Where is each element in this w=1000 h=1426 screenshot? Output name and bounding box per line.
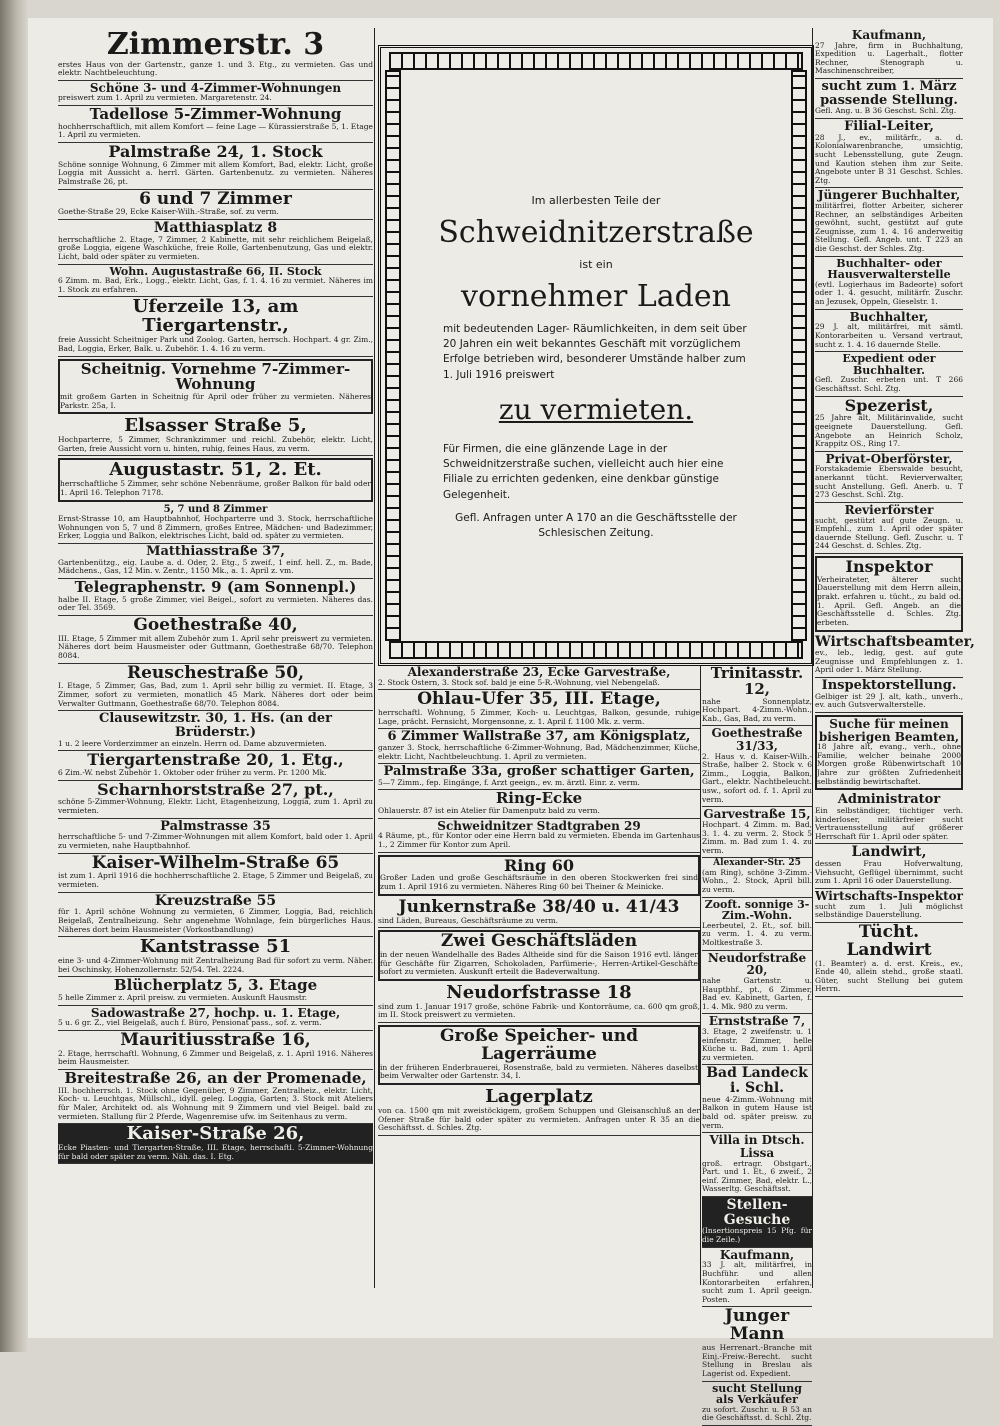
ad-headline: Inspektor bbox=[845, 557, 933, 576]
ad-headline: Kaiser-Straße 26, bbox=[126, 1123, 305, 1145]
ad-headline: Stellen-Gesuche bbox=[723, 1197, 791, 1228]
classified-ad bbox=[58, 977, 373, 1005]
classified-ad bbox=[58, 937, 373, 977]
ad-headline: Alexander-Str. 25 bbox=[713, 858, 801, 869]
classified-ad bbox=[815, 792, 963, 844]
ad-headline: Neudorfstraße 20, bbox=[707, 950, 807, 978]
ad-text: I. Etage, 5 Zimmer, Gas, Bad, zum 1. April sehr billig zu vermiet. II. Etage, 3 Zimmer, sofort zu vermieten, monatlich 45 Mark. Näheres dort oder beim Verwalter Guttmann, Goethestraße 68/70. Telephon 8084. bbox=[58, 681, 373, 708]
classified-ad bbox=[702, 951, 812, 1015]
ad-headline: Ohlau-Ufer 35, III. Etage, bbox=[417, 689, 661, 710]
classified-ad bbox=[58, 1124, 373, 1164]
ad-text: Hochpart. 4 Zimm. m. Bad, 3. 1. 4. zu verm. 2. Stock 5 Zimm. m. Bad zum 1. 4. zu verm. bbox=[702, 819, 812, 855]
ad-headline: Tadellose 5-Zimmer-Wohnung bbox=[89, 104, 342, 123]
ad-headline: Wirtschaftsbeamter, bbox=[815, 633, 975, 650]
ad-text: mit großem Garten in Scheitnig für April oder früher zu vermieten. Näheres Parkstr. 25a, I. bbox=[60, 392, 371, 410]
classified-ad bbox=[58, 751, 373, 780]
ad-headline: Privat-Oberförster, bbox=[825, 451, 953, 466]
ad-text: Forstakademie Eberswalde besucht, anerkannt tücht. Revierverwalter, sucht Anstellung. Gefl. Anerb. u. T 273 Geschst. Schl. Ztg. bbox=[815, 464, 963, 500]
ad-text: Gefl. Zuschr. erbeten unt. T 266 Geschäftsst. Schl. Ztg. bbox=[815, 375, 963, 393]
ornament-right bbox=[791, 70, 807, 641]
classified-ad bbox=[378, 819, 700, 853]
classified-ad bbox=[702, 1197, 812, 1248]
ad-headline: Kaufmann, bbox=[719, 1247, 795, 1262]
classified-ad bbox=[58, 190, 373, 220]
ad-headline: Goethestraße 40, bbox=[133, 614, 298, 635]
classified-ad bbox=[378, 729, 700, 764]
classified-ad bbox=[58, 504, 373, 544]
ad-headline: Zooft. sonnige 3-Zim.-Wohn. bbox=[704, 897, 810, 923]
ad-text: eine 3- und 4-Zimmer-Wohnung mit Zentralheizung Bad für sofort zu verm. Näher. bei Oschinsky, Hohenzollernstr. 52/54. Tel. 2224. bbox=[58, 956, 373, 974]
ad-text: Schöne sonnige Wohnung, 6 Zimmer mit allem Komfort, Bad, elektr. Licht, große Loggia mit Aussicht a. herrl. Gärten. Gartenbenutz. zu vermieten. Näheres Palmstraße 26, pt. bbox=[58, 159, 373, 187]
ad-text: Verheirateter, älterer sucht Dauerstellung mit dem Herrn allein, prakt. erfahren u. tücht., zu bald od. 1. April. Gefl. Angeb. an die Geschäftsstelle d. Schles. Ztg. erbeten. bbox=[817, 574, 961, 627]
ad-text: sucht zum 1. Juli möglichst selbständige Dauerstellung. bbox=[815, 901, 963, 920]
ad-text: herrschaftliche 5- und 7-Zimmer-Wohnungen mit allem Komfort, bald oder 1. April zu vermieten, nahe Hauptbahnhof. bbox=[58, 832, 373, 850]
classified-ad bbox=[815, 715, 963, 790]
classified-ad bbox=[702, 1014, 812, 1065]
classified-ad bbox=[815, 923, 963, 997]
column-rule bbox=[374, 28, 375, 1288]
ad-headline: Matthiasplatz 8 bbox=[153, 220, 278, 237]
classified-ad bbox=[58, 458, 373, 501]
ad-text: sind Läden, Bureaus, Geschäftsräume zu verm. bbox=[378, 915, 558, 925]
classified-ad bbox=[815, 119, 963, 188]
ad-headline: Palmstraße 24, 1. Stock bbox=[108, 141, 323, 161]
featured-ist: ist ein bbox=[579, 258, 613, 271]
classified-ad bbox=[58, 416, 373, 456]
featured-ad-content bbox=[411, 188, 781, 549]
classified-ad bbox=[815, 452, 963, 503]
ad-text: Gefl. Ang. u. B 36 Geschst. Schl. Ztg. bbox=[815, 106, 957, 116]
ad-text: erstes Haus von der Gartenstr., ganze 1. und 3. Etg., zu vermieten. Gas und elektr. Nachtbeleuchtung. bbox=[58, 59, 373, 78]
classified-ad bbox=[58, 297, 373, 356]
column-commercial bbox=[378, 665, 700, 1285]
classified-ad bbox=[815, 310, 963, 352]
column-rule bbox=[700, 665, 701, 1285]
ad-text: 25 Jahre alt, Militärinvalide, sucht geeignete Dauerstellung. Gefl. Angebote an Heinrich Scholz, Krappitz OS., Ring 17. bbox=[815, 413, 963, 449]
classified-ad bbox=[702, 1382, 812, 1426]
ad-headline: Breitestraße 26, an der Promenade, bbox=[64, 1068, 367, 1087]
classified-ad bbox=[378, 690, 700, 729]
ad-headline: Palmstraße 33a, großer schattiger Garten, bbox=[383, 764, 695, 780]
classified-ad bbox=[58, 1070, 373, 1124]
ad-text: Hochparterre, 5 Zimmer, Schrankzimmer und reichl. Zubehör, elektr. Licht, Garten, freie Aussicht vorn u. hinten, ruhig, feines Haus, zu verm. bbox=[58, 435, 373, 453]
ad-text: herrschaftliche 5 Zimmer, sehr schöne Nebenräume, großer Balkon für bald oder 1. April 16. Telephon 7178. bbox=[60, 479, 371, 497]
ad-text: 33 J. alt, militärfrei, in Buchführ. und allen Kontorarbeiten erfahren, sucht zum 1. April geeign. Posten. bbox=[702, 1260, 812, 1304]
ad-headline: Lagerplatz bbox=[485, 1086, 593, 1107]
ad-text: ev., leb., ledig, gest. auf gute Zeugnisse und Empfehlungen z. 1. April oder 1. März Stellung. bbox=[815, 648, 963, 675]
ad-text: für 1. April schöne Wohnung zu vermieten, 6 Zimmer, Loggia, Bad, reichlich Beigelaß, Zentralheizung. Sehr angenehme Wohnlage, fein bürgerliches Haus. Näheres dort beim Hausmeister (Vorkostbandlung) bbox=[58, 907, 373, 934]
ad-headline: sucht zum 1. März passende Stellung. bbox=[820, 79, 958, 108]
ad-headline: Alexanderstraße 23, Ecke Garvestraße, bbox=[407, 665, 671, 679]
classified-ad bbox=[815, 397, 963, 452]
ad-headline: Garvestraße 15, bbox=[703, 807, 811, 822]
classified-ad bbox=[378, 930, 700, 981]
ad-headline: Kreuzstraße 55 bbox=[154, 892, 277, 909]
classified-ad bbox=[702, 807, 812, 858]
ad-headline: Sadowastraße 27, hochp. u. 1. Etage, bbox=[90, 1005, 341, 1020]
ad-headline: Buchhalter, bbox=[849, 309, 929, 324]
ad-text: 3. Etage, 2 zweifenstr. u. 1 einfenstr. Zimmer, helle Küche u. Bad, zum 1. April zu vermieten. bbox=[702, 1026, 812, 1062]
ad-text: ganzer 3. Stock, herrschaftliche 6-Zimmer-Wohnung, Bad, Mädchenzimmer, Küche, elektr. Licht, Nachtbeleuchtung. 1. April zu vermieten. bbox=[378, 742, 700, 761]
ad-headline: Zimmerstr. 3 bbox=[106, 27, 325, 62]
classified-ad bbox=[58, 106, 373, 143]
ad-text: (am Ring), schöne 3-Zimm.-Wohn., 2. Stock, April bill. zu verm. bbox=[702, 867, 812, 895]
classified-ad bbox=[815, 844, 963, 889]
ad-headline: Kantstrasse 51 bbox=[139, 936, 292, 958]
ad-headline: Schweidnitzer Stadtgraben 29 bbox=[437, 818, 641, 833]
featured-for-rent: zu vermieten. bbox=[498, 392, 694, 426]
featured-ad-frame bbox=[378, 45, 814, 666]
ad-text: (evtl. Logierhaus im Badeorte) sofort oder 1. 4. gesucht, militärfr. Zuschr. an Jezusek, Oppeln, Gieselstr. 1. bbox=[815, 279, 963, 307]
ad-headline: Palmstrasse 35 bbox=[160, 818, 271, 834]
ad-text: III. hochherrsch. 1. Stock ohne Gegenüber, 9 Zimmer, Zentralheiz., elektr. Licht, Koch- u. Leuchtgas, Müllschl., idyll. geleg. Loggia, Garten; 3. Stock mit Ateliers für Maler, Architekt od. als Wohnung mit 9 Zimmern und viel Beigel. bald zu vermieten. Stallung für 2 Pferde, Wagenremise ufw. im Seitenhaus zu verm. bbox=[58, 1085, 373, 1121]
ad-headline: Elsasser Straße 5, bbox=[124, 415, 307, 437]
ad-headline: Augustastr. 51, 2. Et. bbox=[109, 459, 322, 481]
classified-ad bbox=[58, 28, 373, 81]
classified-ad bbox=[815, 352, 963, 396]
ad-headline: Uferzeile 13, am Tiergartenstr., bbox=[132, 296, 299, 337]
column-rentals-left bbox=[58, 28, 373, 1268]
classified-ad bbox=[378, 855, 700, 896]
ad-headline: Matthiasstraße 37, bbox=[146, 543, 285, 559]
classified-ad bbox=[815, 28, 963, 79]
ad-text: Großer Laden und große Geschäftsräume in den oberen Stockwerken frei sind zum 1. April 1916 zu vermieten. Näheres Ring 60 bei Theiner & Meinicke. bbox=[380, 873, 698, 892]
ad-headline: sucht Stellung als Verkäufer bbox=[712, 1381, 802, 1407]
classified-ad bbox=[702, 858, 812, 897]
ad-text: militärfrei, flotter Arbeiter, sicherer Rechner, an selbständiges Arbeiten gewöhnt, sucht, gestützt auf gute Zeugnisse, zum 1. 4. 16 anderweitig Stellung. Gefl. Angeb. unt. T 223 an die Geschst. der Schles. Ztg. bbox=[815, 200, 963, 254]
ad-text: 18 Jahre alt, evang., verh., ohne Familie, welcher beinahe 2000 Morgen große Rübenwirtschaft 10 Jahre zur größten Zufriedenheit selbständig bewirtschaftet. bbox=[817, 742, 961, 786]
classified-ad bbox=[58, 1006, 373, 1031]
featured-offers: Gefl. Anfragen unter A 170 an die Geschäftsstelle der Schlesischen Zeitung. bbox=[455, 511, 737, 539]
ad-headline: Schöne 3- und 4-Zimmer-Wohnungen bbox=[89, 80, 342, 95]
classified-ad bbox=[815, 188, 963, 256]
classified-ad bbox=[378, 1025, 700, 1085]
classified-ad bbox=[378, 898, 700, 928]
ornament-top bbox=[389, 52, 803, 70]
ad-text: Ein selbständiger, tüchtiger verh. kinderloser, militärfreier sucht Vertrauensstellung auf größerer Herrschaft für 1. April oder später. bbox=[815, 805, 963, 841]
ad-text: schöne 5-Zimmer-Wohnung, Elektr. Licht, Etagenheizung, Loggia, zum 1. April zu vermieten. bbox=[58, 797, 373, 815]
ad-text: 27 Jahre, firm in Buchhaltung, Expedition u. Lagerhalt., flotter Rechner, Stenograph u. Maschinenschreiber, bbox=[815, 40, 963, 76]
classified-ad bbox=[378, 665, 700, 690]
ad-headline: 6 und 7 Zimmer bbox=[139, 188, 292, 209]
classified-ad bbox=[702, 1307, 812, 1381]
classified-ad bbox=[58, 579, 373, 616]
ad-text: Ernst-Strasse 10, am Hauptbahnhof, Hochparterre und 3. Stock, herrschaftliche Wohnungen von 5, 7 und 8 Zimmern, großes Entree, Mädchen- und Badezimmer, Erker, Loggia und Balkon, elektrisches Licht, bald od. später zu vermieten. bbox=[58, 514, 373, 541]
ad-text: 2. Etage, herrschaftl. Wohnung, 6 Zimmer und Beigelaß, z. 1. April 1916. Näheres beim Hausmeister. bbox=[58, 1048, 373, 1067]
classified-ad bbox=[702, 1065, 812, 1133]
classified-ad bbox=[58, 220, 373, 265]
ad-text: ist zum 1. April 1916 die hochherrschaftliche 2. Etage, 5 Zimmer und Beigelaß, zu vermieten. bbox=[58, 871, 373, 889]
ad-headline: Trinitasstr. 12, bbox=[710, 664, 804, 698]
ad-headline: Scheitnig. Vornehme 7-Zimmer-Wohnung bbox=[80, 359, 351, 394]
ad-headline: Telegraphenstr. 9 (am Sonnenpl.) bbox=[74, 577, 357, 596]
ad-text: 2. Stock Ostern, 3. Stock sof. bald je eine 5-R.-Wohnung, viel Nebengelaß. bbox=[378, 677, 660, 687]
column-job-wanted bbox=[815, 28, 975, 1308]
ad-text: herrschaftliche 2. Etage, 7 Zimmer, 2 Kabinette, mit sehr reichlichem Beigelaß, große Loggia, eigene Waschküche, freie Rolle, Gartenbenutzung, Gas und elektr. Licht, bald oder später zu vermieten. bbox=[58, 234, 373, 262]
column-rule bbox=[812, 28, 813, 1288]
ad-headline: Goethestraße 31/33, bbox=[711, 726, 803, 753]
ad-text: (Insertionspreis 15 Pfg. für die Zeile.) bbox=[702, 1226, 812, 1245]
ad-text: nahe Gartenstr. u. Hauptbhf., pt., 6 Zimmer, Bad ev. Kabinett, Garten, f. 1. 4. Mk. 980 zu verm. bbox=[702, 975, 812, 1011]
ad-text: 6 Zim.-W. nebst Zubehör 1. Oktober oder früher zu verm. Pr. 1200 Mk. bbox=[58, 767, 327, 777]
classified-ad bbox=[702, 1248, 812, 1308]
ad-text: sucht, gestützt auf gute Zeugn. u. Empfehl., zum 1. April oder später dauernde Stellung. Gefl. Zuschr. u. T 244 Geschst. d. Schles. Ztg. bbox=[815, 515, 963, 551]
classified-ad bbox=[58, 854, 373, 893]
ad-text: in der früheren Enderbrauerei, Rosenstraße, bald zu vermieten. Näheres daselbst beim Verwalter oder Gartenstr. 34, I. bbox=[380, 1062, 698, 1081]
ad-text: 5 helle Zimmer z. April preisw. zu vermieten. Auskunft Hausmstr. bbox=[58, 993, 308, 1003]
ad-headline: Junkernstraße 38/40 u. 41/43 bbox=[398, 896, 680, 917]
classified-ad bbox=[815, 257, 963, 310]
ornament-left bbox=[385, 70, 401, 641]
classified-ad bbox=[58, 819, 373, 854]
ad-text: Ecke Piasten- und Tiergarten-Straße, III. Etage, herrschaftl. 5-Zimmer-Wohnung für bald oder später zu verm. Näh. das. I. Etg. bbox=[58, 1143, 373, 1161]
ad-headline: Kaufmann, bbox=[851, 28, 927, 42]
classified-ad bbox=[58, 1031, 373, 1070]
featured-intro: Im allerbesten Teile der bbox=[531, 194, 661, 207]
ad-headline: Kaiser-Wilhelm-Straße 65 bbox=[91, 852, 340, 873]
ad-headline: Ring 60 bbox=[503, 855, 575, 875]
ad-headline: Tücht. Landwirt bbox=[846, 921, 932, 960]
ad-headline: Administrator bbox=[837, 792, 941, 808]
ad-text: aus Herrenart.-Branche mit Einj.-Freiw.-Berecht. sucht Stellung in Breslau als Lagerist od. Expedient. bbox=[702, 1343, 812, 1378]
classified-ad bbox=[58, 359, 373, 415]
classified-ad bbox=[378, 1087, 700, 1136]
ad-text: sind zum 1. Januar 1917 große, schöne Fabrik- und Kontorräume, ca. 600 qm groß, im II. Stock preiswert zu vermieten. bbox=[378, 1001, 700, 1020]
ad-text: Gelbiger ist 29 J. alt, kath., unverh., ev. auch Gutsverwalterstelle. bbox=[815, 691, 963, 710]
ad-text: Goethe-Straße 29, Ecke Kaiser-Wilh.-Straße, sof. zu verm. bbox=[58, 207, 279, 217]
classified-ad bbox=[378, 983, 700, 1023]
classified-ad bbox=[378, 764, 700, 790]
classified-ad bbox=[58, 81, 373, 106]
ad-headline: Suche für meinen bisherigen Beamten, bbox=[818, 717, 960, 744]
featured-body: mit bedeutenden Lager- Räumlichkeiten, in dem seit über 20 Jahren ein weit bekanntes Geschäft mit vorzüglichem Erfolge betrieben wird, besonderer Umstände halber zum 1. Juli 1916 preiswert bbox=[443, 323, 747, 381]
classified-ad bbox=[702, 1133, 812, 1197]
ad-headline: Ring-Ecke bbox=[495, 789, 583, 808]
ad-headline: Große Speicher- und Lagerräume bbox=[440, 1026, 638, 1064]
ad-headline: 6 Zimmer Wallstraße 37, am Königsplatz, bbox=[387, 729, 691, 745]
classified-ad bbox=[58, 664, 373, 712]
ad-headline: Buchhalter- oder Hausverwalterstelle bbox=[827, 256, 951, 282]
classified-ad bbox=[58, 711, 373, 751]
ad-headline: Revierförster bbox=[844, 502, 934, 517]
ad-text: groß. ertragr. Obstgart., Part. und 1. Et., 6 zweif., 2 einf. Zimmer, Bad, elektr. L., Wasserltg. Geschäftsst. bbox=[702, 1158, 812, 1194]
ad-headline: Junger Mann bbox=[724, 1306, 790, 1345]
ad-headline: Bad Landeck i. Schl. bbox=[706, 1065, 808, 1097]
classified-ad bbox=[815, 889, 963, 923]
ad-text: 29 J. alt, militärfrei, mit sämtl. Kontorarbeiten u. Versand vertraut, sucht z. 1. 4. 16 dauernde Stelle. bbox=[815, 322, 963, 349]
ad-headline: 5, 7 und 8 Zimmer bbox=[163, 503, 268, 515]
ad-text: Gartenbenützg., eig. Laube a. d. Oder, 2. Etg., 5 zweif., 1 einf. hell. Z., m. Bade, Mädchens., Gas, 12 Min. v. Zentr., 1150 Mk., a. 1. April z. vm. bbox=[58, 557, 373, 576]
ad-text: 2. Haus v. d. Kaiser-Wilh.-Straße, halber 2. Stock v. 6 Zimm., Loggia, Balkon, Gart., elektr. Nachtbeleucht. usw., sofort od. f. 1. April zu verm. bbox=[702, 751, 812, 804]
classified-ad bbox=[815, 556, 963, 632]
ad-headline: Clausewitzstr. 30, 1. Hs. (an der Brüderstr.) bbox=[99, 711, 332, 740]
ad-headline: Expedient oder Buchhalter. bbox=[842, 352, 936, 377]
featured-street: Schweidnitzerstraße bbox=[438, 215, 754, 250]
ad-text: 1 u. 2 leere Vorderzimmer an einzeln. Herrn od. Dame abzuvermieten. bbox=[58, 738, 327, 748]
ornament-bottom bbox=[389, 641, 803, 659]
ad-text: hochherrschaftlich, mit allem Komfort — feine Lage — Kürassierstraße 5, 1. Etage 1. April zu vermieten. bbox=[58, 121, 373, 140]
ad-text: von ca. 1500 qm mit zweistöckigem, großem Schuppen und Gleisanschluß an der Ofener Straße für bald oder später zu vermieten. Anfragen unter R 35 an die Geschäftsst. d. Schles. Ztg. bbox=[378, 1105, 700, 1133]
ad-text: dessen Frau Hofverwaltung, Viehsucht, Geflügel übernimmt, sucht zum 1. April 16 oder Dauerstellung. bbox=[815, 859, 963, 886]
ad-headline: Tiergartenstraße 20, 1. Etg., bbox=[87, 750, 344, 770]
classified-ad bbox=[815, 633, 975, 679]
ad-text: III. Etage, 5 Zimmer mit allem Zubehör zum 1. April sehr preiswert zu vermieten. Näheres dort beim Hausmeister oder Guttmann, Goethestraße 68/70. Telephon 8084. bbox=[58, 633, 373, 660]
classified-ad bbox=[58, 616, 373, 664]
ad-headline: Spezerist, bbox=[844, 395, 934, 415]
classified-ad bbox=[815, 79, 963, 119]
ad-text: 28 J., ev., militärfr., a. d. Kolonialwarenbranche, umsichtig, sucht Lebensstellung, gute Zeugn. und Kaution stehen ihm zur Seite. Angebote unter B 31 Geschst. Schles. Ztg. bbox=[815, 132, 963, 185]
page-spine bbox=[0, 0, 28, 1352]
classified-ad bbox=[815, 503, 963, 554]
ad-text: 5 u. 6 gr. Z., viel Beigelaß, auch f. Büro, Pensionat pass., sof. z. verm. bbox=[58, 1018, 322, 1028]
ad-text: 4 Räume, pt., für Kontor oder eine Herrn bald zu vermieten. Ebenda im Gartenhaus 1., 2 Zimmer für Kontor zum April. bbox=[378, 831, 700, 850]
ad-headline: Scharnhorststraße 27, pt., bbox=[97, 779, 334, 799]
ad-text: preiswert zum 1. April zu vermieten. Margaretenstr. 24. bbox=[58, 93, 272, 103]
ad-text: herrschaftl. Wohnung, 5 Zimmer, Koch- u. Leuchtgas, Balkon, gesunde, ruhige Lage, prächt. Fernsicht, Morgensonne, z. 1. April f. 1100 Mk. z. verm. bbox=[378, 708, 700, 726]
ad-text: (1. Beamter) a. d. erst. Kreis., ev., Ende 40, allein stehd., große staatl. Güter, sucht Stellung bei gutem Herrn. bbox=[815, 958, 963, 994]
classified-ad bbox=[58, 781, 373, 819]
ad-headline: Inspektorstellung. bbox=[821, 678, 957, 694]
ad-text: halbe II. Etage, 5 große Zimmer, viel Beigel., sofort zu vermieten. Näheres das. oder Tel. 3569. bbox=[58, 594, 373, 613]
classified-ad bbox=[702, 665, 812, 726]
ad-headline: Jüngerer Buchhalter, bbox=[817, 188, 961, 203]
ad-text: Leerbeutel, 2. Et., sof. bill. zu verm. 1. 4. zu verm. Moltkestraße 3. bbox=[702, 920, 812, 948]
ad-text: neue 4-Zimm.-Wohnung mit Balkon in gutem Hause ist bald od. später preisw. zu verm. bbox=[702, 1094, 812, 1130]
classified-ad bbox=[58, 544, 373, 579]
ad-headline: Wohn. Augustastraße 66, II. Stock bbox=[109, 264, 322, 278]
ad-headline: Landwirt, bbox=[851, 844, 927, 861]
ad-text: in der neuen Wandelhalle des Bades Altheide sind für die Saison 1916 evtl. länger für Geschäfte für Zigarren, Schokoladen, Parfümerie-, Herren-Artikel-Geschäfte sofort zu vermieten. Auskunft erteilt die Badeverwaltung. bbox=[380, 950, 698, 977]
ad-text: nahe Sonnenplatz, Hochpart. 4-Zimm.-Wohn., Kab., Gas, Bad, zu verm. bbox=[702, 696, 812, 723]
classified-ad bbox=[58, 893, 373, 938]
classified-ad bbox=[58, 143, 373, 190]
featured-firms: Für Firmen, die eine glänzende Lage in der Schweidnitzerstraße suchen, vielleicht auch hier eine Filiale zu errichten gedenken, eine denkbar günstige Gelegenheit. bbox=[443, 442, 724, 501]
classified-ad bbox=[702, 726, 812, 807]
featured-shop: vornehmer Laden bbox=[461, 279, 731, 314]
classified-ad bbox=[815, 678, 963, 713]
ad-headline: Filial-Leiter, bbox=[844, 119, 934, 134]
ad-text: 5—7 Zimm., fep. Eingänge, f. Arzt geeign., ev. m. ärztl. Einr. z. verm. bbox=[378, 777, 640, 787]
classified-ad bbox=[58, 265, 373, 298]
ad-headline: Wirtschafts-Inspektor bbox=[815, 889, 963, 904]
ad-headline: Villa in Dtsch. Lissa bbox=[709, 1133, 805, 1160]
ad-headline: Blücherplatz 5, 3. Etage bbox=[113, 976, 318, 995]
ad-headline: Ernststraße 7, bbox=[708, 1014, 806, 1029]
ad-headline: Reuschestraße 50, bbox=[126, 662, 305, 683]
ad-text: Ohlauerstr. 87 ist ein Atelier für Damenputz bald zu verm. bbox=[378, 806, 600, 816]
ad-headline: Zwei Geschäftsläden bbox=[440, 931, 638, 952]
ad-text: 6 Zimm. m. Bad, Erk., Logg., elektr. Licht, Gas, f. 1. 4. 16 zu vermiet. Näheres im 1. Stock zu erfahren. bbox=[58, 276, 373, 294]
classified-ad bbox=[702, 898, 812, 951]
classified-ad bbox=[378, 790, 700, 818]
ad-headline: Neudorfstrasse 18 bbox=[446, 981, 632, 1003]
column-mixed bbox=[702, 664, 812, 1423]
ad-headline: Mauritiusstraße 16, bbox=[120, 1029, 311, 1050]
ad-text: freie Aussicht Scheitniger Park und Zoolog. Garten, herrsch. Hochpart. 4 gr. Zim., Bad, Loggia, Erker, Balk. u. Zubehör. 1. 4. 16 zu verm. bbox=[58, 335, 373, 353]
ad-text: zu sofort. Zuschr. u. B 53 an die Geschäftsst. d. Schl. Ztg. bbox=[702, 1404, 812, 1423]
